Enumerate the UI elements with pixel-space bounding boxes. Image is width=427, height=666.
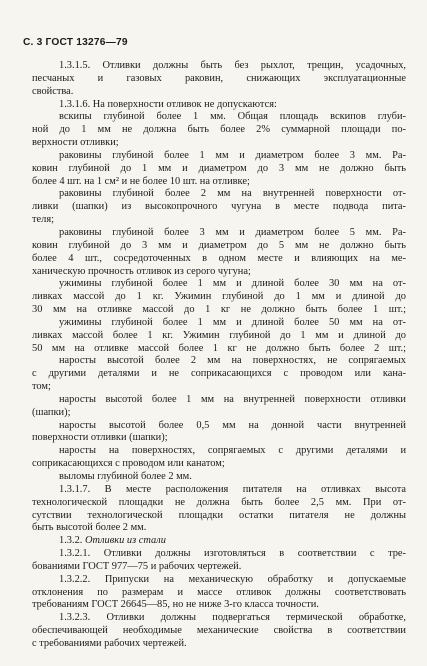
- text-line: ужимины глубиной более 1 мм и длиной более 30 мм на от-: [59, 278, 406, 290]
- text-line: 1.3.1.6. На поверхности отливок не допускаются:: [59, 98, 277, 110]
- text-line: поверхности отливки (шапки);: [32, 432, 168, 444]
- text-line: верхности отливки;: [32, 137, 119, 149]
- text-line: наросты на поверхностях, сопрягаемых с другими деталями и: [59, 445, 406, 457]
- text-line: раковины глубиной более 3 мм и диаметром более 5 мм. Ра-: [59, 226, 406, 238]
- text-line: (шапки);: [32, 406, 71, 418]
- text-line: обеспечивающей необходимые механические свойства в соответствии: [32, 625, 406, 637]
- text-line: более 4 шт. на 1 см² и не более 10 шт. на отливке;: [32, 175, 250, 187]
- text-line: более 4 шт., сосредоточенных в одном месте и влияющих на ме-: [32, 252, 406, 264]
- text-line: раковины глубиной более 2 мм на внутренней поверхности от-: [59, 188, 406, 200]
- section-number: 1.3.2.: [59, 535, 85, 547]
- text-line: соприкасающихся с проводом или канатом;: [32, 458, 225, 470]
- text-line: бованиями ГОСТ 977—75 и рабочих чертежей.: [32, 560, 242, 572]
- text-line: требованиям ГОСТ 26645—85, но не ниже 3-го класса точности.: [32, 599, 319, 611]
- text-line: вскипы глубиной более 1 мм. Общая площадь вскипов глуби-: [59, 111, 406, 123]
- text-line: теля;: [32, 214, 55, 226]
- text-line: наросты высотой более 2 мм на поверхностях, не сопрягаемых: [59, 355, 406, 367]
- text-line: ливках массой до 1 кг. Ужимин глубиной до 1 мм и длиной до: [32, 291, 406, 303]
- text-line: 1.3.2.1. Отливки должны изготовляться в соответствии с тре-: [59, 548, 406, 560]
- text-line: ной до 1 мм не должна быть более 2% суммарной площади по-: [32, 124, 406, 136]
- text-line: с требованиями рабочих чертежей.: [32, 637, 187, 649]
- page-header: С. 3 ГОСТ 13276—79: [23, 37, 128, 48]
- text-line: технологической площадки не должна быть более 2,5 мм. При от-: [32, 496, 406, 508]
- text-line: 30 мм на отливке массой до 1 кг не должно быть более 1 шт.;: [32, 304, 406, 316]
- text-line: [32, 535, 406, 548]
- text-line: 1.3.1.5. Отливки должны быть без рыхлот, трещин, усадочных,: [59, 60, 406, 71]
- text-line: ливки (шапки) из высокопрочного чугуна в месте подвода пита-: [32, 201, 406, 213]
- text-line: с другими деталями и не соприкасающихся с проводом или кана-: [32, 368, 406, 380]
- text-line: сутствии технологической площадки остатки питателя не должны: [32, 509, 406, 521]
- text-line: отклонения по размерам и массе отливок должны соответствовать: [32, 586, 406, 598]
- text-line: 1.3.1.7. В месте расположения питателя на отливках высота: [59, 483, 406, 495]
- text-line: быть высотой более 2 мм.: [32, 522, 147, 534]
- text-line: раковины глубиной более 1 мм и диаметром более 3 мм. Ра-: [59, 149, 406, 161]
- text-line: ковин глубиной до 3 мм и диаметром до 5 мм не должно быть: [32, 239, 406, 251]
- text-line: свойства.: [32, 85, 74, 97]
- text-line: выломы глубиной более 2 мм.: [59, 471, 192, 482]
- text-line: ужимины глубиной более 1 мм и длиной более 50 мм на от-: [59, 316, 406, 328]
- text-line: наросты высотой более 1 мм на внутренней поверхности отливки: [59, 393, 406, 405]
- text-line: 1.3.2.3. Отливки должны подвергаться термической обработке,: [59, 612, 406, 624]
- text-line: ковин глубиной до 1 мм и диаметром до 3 мм не должно быть: [32, 162, 406, 174]
- section-title: Отливки из стали: [84, 535, 166, 547]
- text-line: ханическую прочность отливок из серого чугуна;: [32, 265, 251, 277]
- text-line: 50 мм на отливке массой более 1 кг не должно быть более 2 шт.;: [32, 342, 406, 354]
- text-line: ливках массой более 1 кг. Ужимин глубиной до 1 мм и длиной до: [32, 329, 406, 341]
- document-body: [32, 60, 406, 651]
- text-line: песчаных и газовых раковин, снижающих эксплуатационные: [32, 72, 406, 84]
- text-line: 1.3.2.2. Припуски на механическую обработку и допускаемые: [59, 573, 406, 585]
- text-line: наросты высотой более 0,5 мм на донной части внутренней: [59, 419, 406, 431]
- text-line: том;: [32, 381, 51, 393]
